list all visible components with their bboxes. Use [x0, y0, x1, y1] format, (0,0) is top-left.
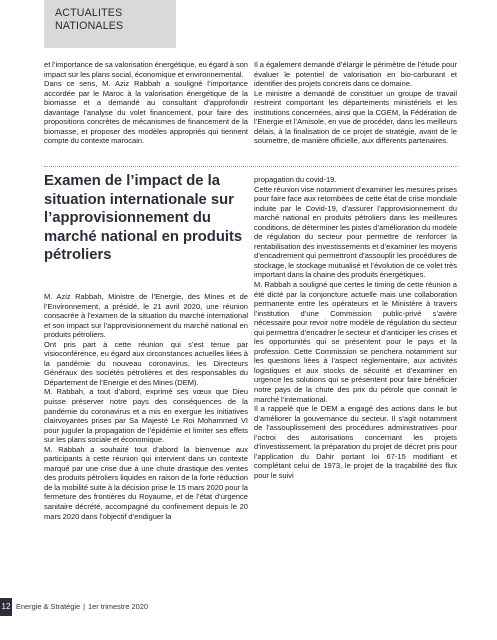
paragraph: Le ministre a demandé de constituer un groupe de travail restreint comportant les départements ministériels et les institutions concernées, ainsi que la CGEM, la Fédération de l’Energie et l’Amisole, en vue de procéder, dans les meilleurs délais, à la finalisation de ce projet de stratégie, avant de le soumettre, de manière officielle, aux différents partenaires. — [254, 88, 457, 146]
paragraph: Il a rappelé que le DEM a engagé des actions dans le but d’améliorer la gouvernance du secteur. Il s’agit notamment de l’assouplissement des procédures administratives pour l’octroi des autorisations concernant les projets d’investissement, la préparation du projet de décret pris pour l’application du Dahir portant loi 67-15 modifiant et complétant celui de 1973, le projet de la traçabilité des flux pour le suivi — [254, 404, 457, 480]
footer-separator: | — [83, 602, 86, 611]
section-label: ACTUALITES NATIONALES — [55, 7, 124, 32]
article-right-column — [254, 175, 457, 481]
paragraph: propagation du covid-19. — [254, 175, 337, 184]
page-footer — [0, 598, 497, 622]
article-title: Examen de l’impact de la situation internationale sur l’approvisionnement du marché national en produits pétroliers — [44, 173, 243, 264]
magazine-name: Energie & Stratégie — [16, 602, 81, 611]
paragraph: M. Aziz Rabbah, Ministre de l’Energie, des Mines et de l’Environnement, a présidé, le 21 avril 2020, une réunion consacrée à l’examen de la situation du marché international et son impact sur l’approvisionnement du marché national en produits pétroliers. — [44, 292, 248, 340]
issue-label: 1er trimestre 2020 — [88, 602, 148, 611]
section-header — [44, 0, 176, 48]
paragraph: Dans ce sens, M. Aziz Rabbah a souligné l’importance accordée par le Maroc à la valorisation énergétique de la biomasse et a demandé au consultant d’approfondir davantage l’analyse du volet financement, pour faire des propositions concrètes de mécanismes de financement de la biomasse, et proposer des modèles appropriés qui tiennent compte du contexte marocain. — [44, 79, 248, 146]
paragraph: M. Rabbah a souligné que certes le timing de cette réunion a été dicté par la conjoncture actuelle mais une collaboration permanente entre les opérateurs et le Ministère à travers l’institution d’une Commission public-privé s’avère nécessaire pour revoir notre modèle de régulation du secteur qui permettra d’encadrer le secteur et d’anticiper les crises et les opportunités qui se présentent pour le pays et la profession. Cette Commission se penchera notamment sur les questions liées à l’aspect réglementaire, aux activités logistiques et aux stocks de sécurité et d’examiner en urgence les solutions qui se présentent pour faire bénéficier notre pays de la chute des prix du pétrole que connait le marché l’international. — [254, 280, 457, 404]
paragraph: Cette réunion vise notamment d’examiner les mesures prises pour faire face aux retombées de cette état de crise mondiale induite par le Covid-19, d’assurer l’approvisionnement du marché national en produits pétroliers dans les meilleures conditions, de déterminer les pistes d’amélioration du modèle de régulation du secteur pour permettre de renforcer la rentabilisation des investissements et d’examiner les moyens d’encadrement qui permettront d’assouplir les procédures de stockage, le stockage mutualisé et l’évolution de ce volet très important dans la chaine des produits énergétiques. — [254, 184, 457, 280]
footer-text — [16, 602, 148, 612]
article-left-column — [44, 292, 248, 521]
paragraph: M. Rabbah a souhaité tout d’abord la bienvenue aux participants à cette réunion qui intervient dans un contexte marqué par une crise due à une chute drastique des ventes des produits pétroliers liquides en raison de la forte réduction de la mobilité suite à la décision prise le 15 mars 2020 pour la fermeture des frontières du Royaume, et de l’état d’urgence sanitaire décrété, accompagné du confinement depuis le 20 mars 2020 dans l’objectif d’endiguer la — [44, 444, 248, 521]
section-divider — [44, 166, 458, 167]
top-left-column — [44, 60, 248, 146]
paragraph: Ont pris part à cette réunion qui s’est tenue par visioconférence, eu égard aux circonstances actuelles liées à la pandémie du nouveau coronavirus, les Directeurs Généraux des sociétés pétrolières et des responsables du Département de l’Energie et des Mines (DEM). — [44, 339, 248, 387]
paragraph: M. Rabbah, a tout d’abord, exprimé ses vœux que Dieu puisse préserver notre pays des conséquences de la pandémie du coronavirus et a mis en exergue les initiatives clairvoyantes prises par Sa Majesté Le Roi Mohammed VI pour juguler la propagation de l’épidémie et limiter ses effets sur les plans sociale et économique. — [44, 387, 248, 445]
paragraph: et l’importance de sa valorisation énergétique, eu égard à son impact sur les plans social, économique et environnemental. — [44, 60, 248, 79]
top-right-column — [254, 60, 457, 146]
page-number: 12 — [0, 598, 12, 616]
paragraph: Il a également demandé d’élargir le périmètre de l’étude pour évaluer le potentiel de valorisation en bio-carburant et identifier des projets concrets dans ce domaine. — [254, 60, 457, 89]
